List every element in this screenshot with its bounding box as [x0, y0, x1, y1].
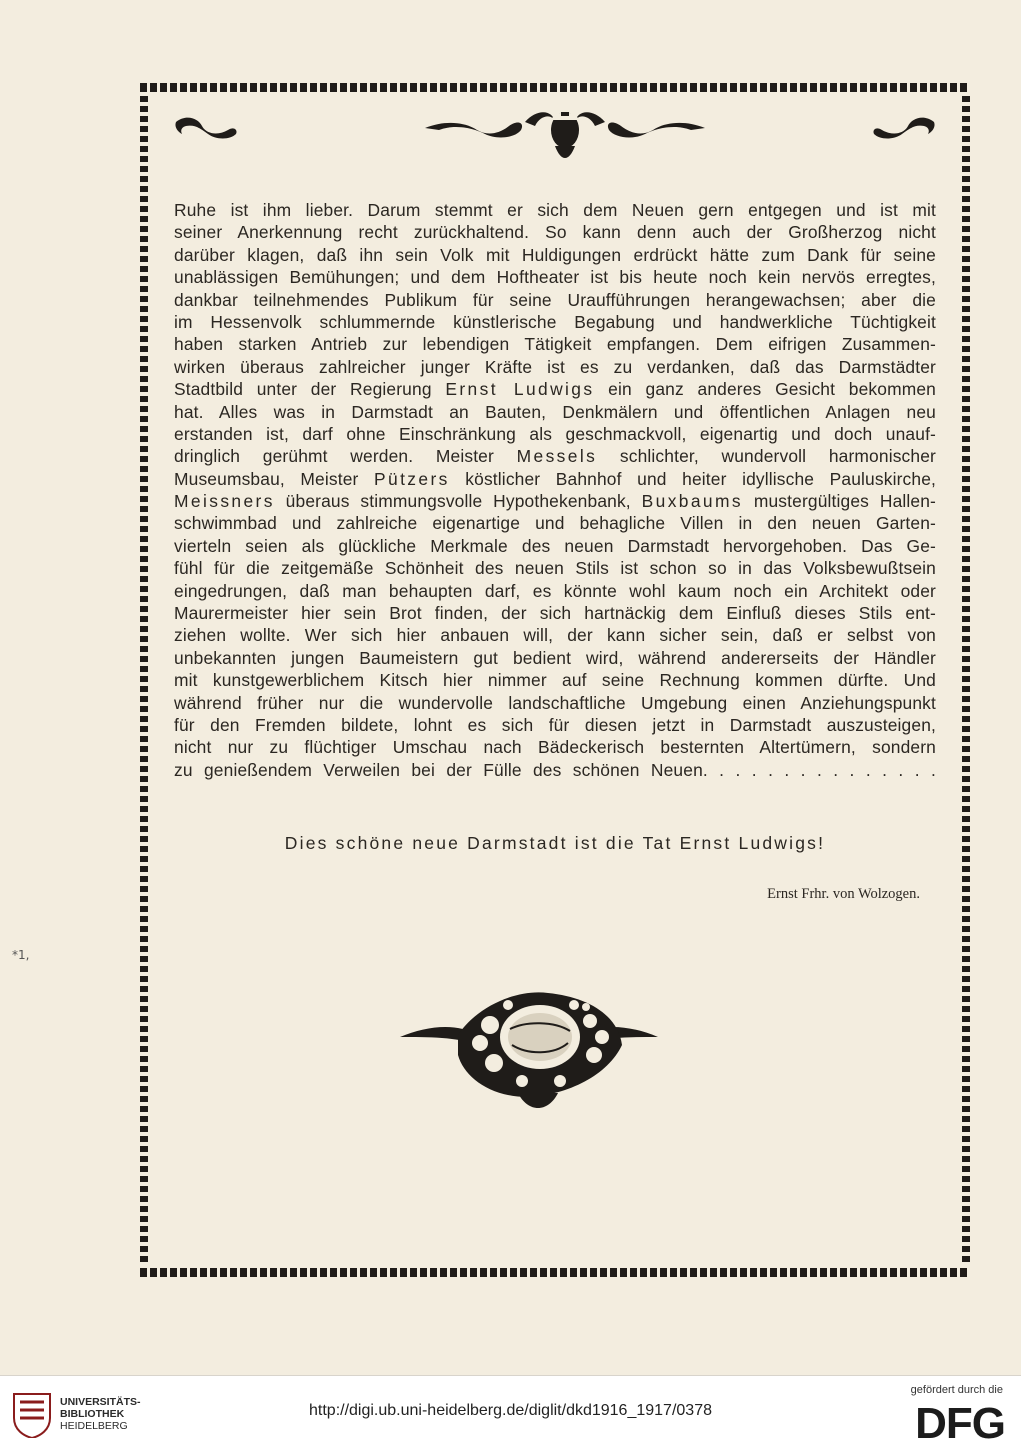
source-url-link[interactable]: http://digi.ub.uni-heidelberg.de/diglit/dkd1916_1917/0378: [309, 1402, 712, 1419]
text-line: Ruhe ist ihm lieber. Darum stemmt er sich dem Neuen gern entgegen und ist mit: [174, 200, 936, 220]
text-segment: schlichter, wundervoll harmonischer: [597, 446, 936, 467]
text-line: [174, 445, 936, 467]
center-ornament-icon: [425, 100, 705, 162]
name-puetzers: Pützers: [374, 468, 450, 489]
text-segment: Museumsbau, Meister: [174, 468, 374, 489]
text-line: schwimmbad und zahlreiche eigenartige und behagliche Villen in den neuen Garten-: [174, 513, 936, 534]
name-messels: Messels: [516, 446, 598, 467]
text-segment: Stadtbild unter der Regierung: [174, 379, 446, 400]
text-segment: überaus stimmungsvolle Hypothekenbank,: [274, 491, 642, 512]
name-meissners: Meissners: [174, 491, 275, 512]
author-signature: Ernst Frhr. von Wolzogen.: [767, 886, 920, 902]
text-line: unablässigen Bemühungen; und dem Hoftheater ist bis heute noch kein nervös erregtes,: [174, 267, 936, 288]
funding-caption: gefördert durch die: [910, 1384, 1003, 1396]
text-line: ziehen wollte. Wer sich hier anbauen will, der kann sicher sein, daß er selbst von: [174, 625, 936, 646]
text-line: [174, 490, 936, 512]
border-top: [140, 83, 970, 92]
border-right: [962, 96, 970, 1264]
text-segment: ein ganz anderes Gesicht bekommen: [594, 379, 936, 400]
text-line: erstanden ist, darf ohne Einschränkung als geschmackvoll, eigenartig und doch unauf-: [174, 423, 936, 444]
text-line: wirken überaus zahlreicher junger Kräfte ist es zu verdanken, daß das Darmstädter: [174, 356, 936, 377]
text-line: unbekannten jungen Baumeistern gut bedient wird, während andererseits der Händler: [174, 647, 936, 668]
margin-mark: *1,: [12, 948, 30, 962]
text-line: [174, 378, 936, 400]
closing-motto: Dies schöne neue Darmstadt ist die Tat Ernst Ludwigs!: [284, 833, 826, 853]
name-ernst-ludwigs: Ernst Ludwigs: [445, 379, 595, 400]
text-line: im Hessenvolk schlummernde künstlerische Begabung und handwerkliche Tüchtigkeit: [174, 311, 936, 332]
text-line: seiner Anerkennung recht zurückhaltend. So kann denn auch der Großherzog nicht: [174, 222, 936, 243]
library-name-line: UNIVERSITÄTS-: [60, 1396, 141, 1408]
right-scroll-ornament-icon: [868, 110, 938, 146]
left-scroll-ornament-icon: [172, 110, 242, 146]
text-line: dankbar teilnehmendes Publikum für seine Uraufführungen herangewachsen; aber die: [174, 289, 936, 310]
text-line: mit kunstgewerblichem Kitsch hier nimmer auf seine Rechnung kommen dürfte. Und: [174, 670, 936, 691]
text-line: während früher nur die wundervolle landschaftliche Umgebung einen Anziehungspunkt: [174, 692, 936, 713]
text-line: darüber klagen, daß ihn sein Volk mit Huldigungen erdrückt hätte zum Dank für seine: [174, 244, 936, 265]
dfg-logo: DFG: [915, 1399, 1005, 1448]
text-line: [174, 468, 936, 490]
name-buxbaums: Buxbaums: [641, 491, 743, 512]
library-name-line: BIBLIOTHEK: [60, 1408, 125, 1420]
digitization-footer: [0, 1375, 1021, 1456]
text-line: haben starken Antrieb zur lebendigen Tätigkeit empfangen. Dem eifrigen Zusammen-: [174, 334, 936, 355]
library-name-line: HEIDELBERG: [60, 1420, 128, 1432]
text-line: fühl für die zeitgemäße Schönheit des neuen Stils ist schon so in das Volksbewußtsein: [174, 558, 936, 579]
text-line-last: zu genießendem Verweilen bei der Fülle des schönen Neuen. . . . . . . . . . . . . . .: [174, 759, 936, 780]
text-line: vierteln seien als glückliche Merkmale des neuen Darmstadt hervorgehoben. Das Ge-: [174, 535, 936, 556]
text-line: nicht nur zu flüchtiger Umschau nach Bädeckerisch besternten Altertümern, sondern: [174, 737, 936, 758]
text-segment: mustergültiges Hallen-: [743, 491, 936, 512]
text-line: eingedrungen, daß man behaupten darf, es könnte wohl kaum noch ein Architekt oder: [174, 580, 936, 601]
fruit-vignette-icon: [398, 985, 660, 1113]
text-line: Maurermeister hier sein Brot finden, der sich hartnäckig dem Einfluß dieses Stils ent-: [174, 603, 936, 624]
article-body: [174, 199, 936, 781]
text-line: für den Fremden bildete, lohnt es sich für diesen jetzt in Darmstadt auszusteigen,: [174, 714, 936, 735]
text-segment: köstlicher Bahnhof und heiter idyllische Pauluskirche,: [449, 468, 936, 489]
border-bottom: [140, 1268, 970, 1277]
text-line: hat. Alles was in Darmstadt an Bauten, Denkmälern und öffentlichen Anlagen neu: [174, 401, 936, 422]
text-segment: dringlich gerühmt werden. Meister: [174, 446, 517, 467]
border-left: [140, 96, 148, 1264]
